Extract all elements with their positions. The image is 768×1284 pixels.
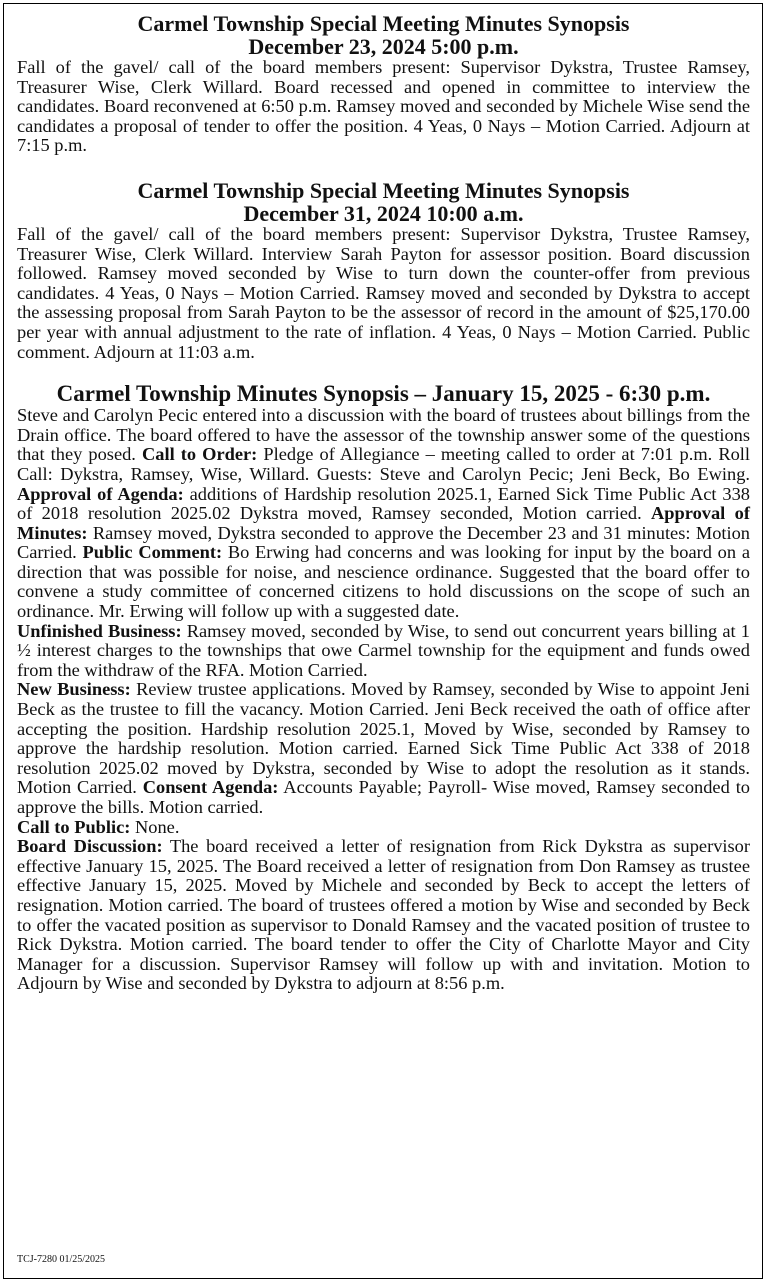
paragraph-call-to-public <box>17 818 750 838</box>
unfinished-business-label: Unfinished Business: <box>17 620 182 641</box>
call-to-order-text: Pledge of Allegiance – meeting called to order at 7:01 p.m. Roll Call: Dykstra, Ramsey, Wise, Willard. Guests: Steve and Carolyn Pecic; Jeni Beck, Bo Ewing. <box>17 444 751 484</box>
public-comment-text: Bo Erwing had concerns and was looking for input by the board on a direction that was possible for noise, and nescience ordinance. Suggested that the board offer to convene a study committee of concerned citizens to hold discussions on the scope of such an ordinance. Mr. Erwing will follow up with a suggested date. <box>17 542 750 622</box>
footer-code: TCJ-7280 01/25/2025 <box>17 1254 106 1265</box>
paragraph-unfinished-business <box>17 622 750 681</box>
consent-agenda-text: Accounts Payable; Payroll- Wise moved, Ramsey seconded to approve the bills. Motion carried. <box>17 777 750 817</box>
section-jan-15 <box>17 382 750 994</box>
approval-of-minutes-label: Approval of Minutes: <box>17 503 750 543</box>
board-discussion-label: Board Discussion: <box>17 836 163 857</box>
public-comment-label: Public Comment: <box>82 542 223 563</box>
unfinished-business-text: Ramsey moved, seconded by Wise, to send out concurrent years billing at 1 ½ interest charges to the townships that owe Carmel township for the equipment and funds owed from the withdraw of the RFA. Motion Carried. <box>17 620 750 680</box>
call-to-order-label: Call to Order: <box>141 444 258 465</box>
section-body: Fall of the gavel/ call of the board members present: Supervisor Dykstra, Trustee Ramsey, Treasurer Wise, Clerk Willard. Board recessed and opened in committee to interview the candidates. Board reconvened at 6:50 p.m. Ramsey moved and seconded by Michele Wise send the candidates a proposal of tender to offer the position. 4 Yeas, 0 Nays – Motion Carried. Adjourn at 7:15 p.m. <box>17 57 750 156</box>
section-dec-23 <box>17 12 750 156</box>
section-title: Carmel Township Minutes Synopsis – January 15, 2025 - 6:30 p.m. <box>56 381 711 407</box>
section-title: Carmel Township Special Meeting Minutes Synopsis <box>137 177 630 203</box>
new-business-text: Review trustee applications. Moved by Ramsey, seconded by Wise to appoint Jeni Beck as the trustee to fill the vacancy. Motion Carried. Jeni Beck received the oath of office after accepting the position. Hardship resolution 2025.1, Moved by Wise, seconded by Ramsey to approve the hardship resolution. Motion carried. Earned Sick Time Public Act 338 of 2018 resolution 2025.02 moved by Dykstra, seconded by Wise to adopt the resolution as it stands. Motion Carried. <box>17 679 750 798</box>
notice-frame <box>3 3 763 1279</box>
section-dec-31 <box>17 179 750 362</box>
paragraph-new-business <box>17 680 750 817</box>
section-date: December 31, 2024 10:00 a.m. <box>243 200 524 226</box>
call-to-public-text: None. <box>130 816 180 837</box>
section-date: December 23, 2024 5:00 p.m. <box>248 34 519 59</box>
consent-agenda-label: Consent Agenda: <box>142 777 279 798</box>
paragraph-board-discussion <box>17 837 750 994</box>
approval-of-agenda-label: Approval of Agenda: <box>17 483 184 504</box>
intro-text: Steve and Carolyn Pecic entered into a discussion with the board of trustees about billings from the Drain office. The board offered to have the assessor of the township answer some of the questions that they posed. <box>17 405 750 465</box>
new-business-label: New Business: <box>17 679 131 700</box>
approval-of-agenda-text: additions of Hardship resolution 2025.1, Earned Sick Time Public Act 338 of 2018 resolution 2025.02 Dykstra moved, Ramsey seconded, Motion carried. <box>17 483 750 524</box>
section-title: Carmel Township Special Meeting Minutes Synopsis <box>137 11 630 36</box>
approval-of-minutes-text: Ramsey moved, Dykstra seconded to approve the December 23 and 31 minutes: Motion Carried. <box>17 522 750 563</box>
call-to-public-label: Call to Public: <box>17 816 131 837</box>
board-discussion-text: The board received a letter of resignation from Rick Dykstra as supervisor effective January 15, 2025. The Board received a letter of resignation from Don Ramsey as trustee effective January 15, 2025. Moved by Michele and seconded by Beck to accept the letters of resignation. Motion carried. The board of trustees offered a motion by Wise and seconded by Beck to offer the vacated position as supervisor to Donald Ramsey and the vacated position of trustee to Rick Dykstra. Motion carried. The board tender to offer the City of Charlotte Mayor and City Manager for a discussion. Supervisor Ramsey will follow up with and invitation. Motion to Adjourn by Wise and seconded by Dykstra to adjourn at 8:56 p.m. <box>17 836 750 994</box>
paragraph-intro <box>17 406 750 622</box>
section-body: Fall of the gavel/ call of the board members present: Supervisor Dykstra, Trustee Ramsey, Treasurer Wise, Clerk Willard. Interview Sarah Payton for assessor position. Board discussion followed. Ramsey moved seconded by Wise to turn down the counter-offer from previous candidates. 4 Yeas, 0 Nays – Motion Carried. Ramsey moved and seconded by Dykstra to accept the assessing proposal from Sarah Payton to be the assessor of record in the amount of $25,170.00 per year with annual adjustment to the rate of inflation. 4 Yeas, 0 Nays – Motion Carried. Public comment. Adjourn at 11:03 a.m. <box>17 223 750 362</box>
